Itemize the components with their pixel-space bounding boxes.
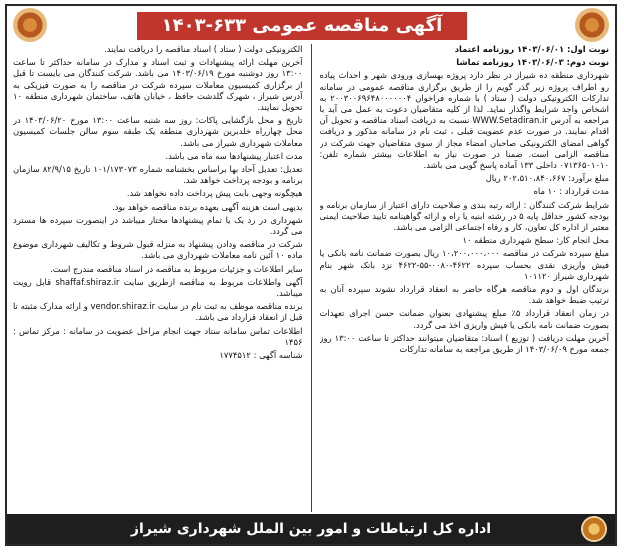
paragraph: تعدیل: تعدیل آحاد بها براساس بخشنامه شماره ۱۰۱/۱۷۳۰۷۳ تاریخ ۸۲/۹/۱۵ سازمان برنامه و بودجه پرداخت خواهد شد. xyxy=(13,164,303,186)
paragraph: مبلغ برآورد: ۲۰۲،۵۱۰،۸۴۰،۶۶۷ ریال xyxy=(485,173,609,184)
paragraph: تاریخ و محل بازگشایی پاکات: روز سه شنبه ساعت ۱۳:۰۰ مورخ ۱۴۰۳/۰۶/۲۰ در محل چهارراه خلدبرین شهرداری منطقه یک طبقه سوم سالن جلسات کمیسیون معاملات شهرداری شیراز می باشد. xyxy=(13,115,303,148)
paragraph: نوبت اول: ۱۴۰۳/۰۶/۰۱ روزنامه اعتماد xyxy=(454,44,609,54)
municipality-logo-icon xyxy=(575,8,609,42)
paragraph: شرکت در مناقصه ودادن پیشنهاد به منزله قبول شروط و تکالیف شهرداری موضوع ماده ۱۰ آئین نامه معاملات شهرداری می باشد. xyxy=(13,239,303,261)
paragraph: آگهی واطلاعات مربوط به مناقصه ازطریق سایت shaffaf.shiraz.ir قابل رویت میباشد. xyxy=(13,276,303,299)
paragraph: هیچگونه وجهی بابت پیش پرداخت داده نخواهد شد. xyxy=(126,188,303,199)
left-column xyxy=(13,44,303,512)
paragraph: مدت اعتبار پیشنهادها سه ماه می باشد. xyxy=(165,150,303,161)
paragraph: شهرداری در رد یک یا تمام پیشنهادها مختار میباشد در اینصورت سپرده ها مسترد می گردد. xyxy=(13,214,303,237)
paragraph: برنده مناقصه موظف به ثبت نام در سایت vendor.shiraz.ir و ارائه مدارک مثبته تا قبل از انعقاد قرارداد می باشد. xyxy=(13,301,303,323)
municipality-emblem-icon xyxy=(581,516,607,542)
paragraph: شناسه آگهی : ۱۷۷۴۵۱۲ xyxy=(219,350,303,361)
notice-footer xyxy=(7,514,615,544)
municipality-logo-icon xyxy=(13,8,47,42)
paragraph: مدت قرارداد : ۱۰ ماه xyxy=(533,186,609,197)
paragraph: آخرین مهلت دریافت ( توزیع ) اسناد: متقاضیان میتوانند حداکثر تا ساعت ۱۳:۰۰ روز جمعه مورخ ۱۴۰۳/۰۶/۰۹ از طریق مراجعه به سامانه تدارکات xyxy=(319,332,609,355)
paragraph: محل انجام کار: سطح شهرداری منطقه ۱۰ xyxy=(462,235,609,246)
notice-body xyxy=(13,44,609,512)
paragraph: بدیهی است هزینه آگهی بعهده برنده مناقصه خواهد بود. xyxy=(112,201,303,212)
notice-header xyxy=(7,6,615,46)
paragraph: اطلاعات تماس سامانه ستاد جهت انجام مراحل عضویت در سامانه : مرکز تماس : ۱۴۵۶ xyxy=(13,325,303,347)
footer-text: اداره کل ارتباطات و امور بین الملل شهرداری شیراز xyxy=(130,521,492,537)
right-column xyxy=(320,44,610,512)
paragraph: در زمان انعقاد قرارداد ۵٪ مبلغ پیشنهادی بعنوان ضمانت حسن اجرای تعهدات بصورت ضمانت نامه بانکی یا فیش واریزی اخذ می گردد. xyxy=(319,308,609,330)
paragraph: نوبت دوم: ۱۴۰۳/۰۶/۰۳ روزنامه تماشا xyxy=(456,57,609,68)
paragraph: سایر اطلاعات و جزئیات مربوط به مناقصه در اسناد مناقصه مندرج است. xyxy=(50,263,303,274)
column-divider xyxy=(311,44,312,512)
notice-title: آگهی مناقصه عمومی ۶۳۳-۱۴۰۳ xyxy=(137,12,467,40)
paragraph: آخرین مهلت ارائه پیشنهادات و ثبت اسناد و مدارک در سامانه حداکثر تا ساعت ۱۳:۰۰ روز دوشنبه مورخ ۱۴۰۳/۰۶/۱۹ می باشد. شرکت کنندگان می بایست تا قبل از برگزاری کمیسیون معاملات سپرده شرکت در مناقصه را به صورت فیزیکی به آدرس شیراز ، شهرک گلدشت حافظ ، خیابان هاتف، ساختمان شهرداری منطقه ۱۰ تحویل نمایند. xyxy=(13,57,303,113)
paragraph: الکترونیکی دولت ( ستاد ) اسناد مناقصه را دریافت نمایند. xyxy=(104,44,303,54)
paragraph: شرایط شرکت کنندگان : ارائه رتبه بندی و صلاحیت دارای اعتبار از سازمان برنامه و بودجه کشور حداقل پایه ۵ در رشته ابنیه یا راه و ارائه گواهینامه تایید صلاحیت ایمنی معتبر از اداره کل تعاون، کار و رفاه اجتماعی الزامی می باشد. xyxy=(319,199,609,233)
paragraph: برندگان اول و دوم مناقصه هرگاه حاضر به انعقاد قرارداد نشوند سپرده آنان به ترتیب ضبط خواهد شد. xyxy=(319,284,609,306)
paragraph: مبلغ سپرده شرکت در مناقصه ۱۰،۲۰۰،۰۰۰،۰۰۰ ریال بصورت ضمانت نامه بانکی یا فیش واریزی نقدی بحساب سپرده ۴۶۲۲-۰۰۸۰-۵۵-۴۶۲۲ نزد بانک شهر بنام شهرداری شیراز ۱۰۱۱۲۰ xyxy=(319,248,609,281)
paragraph: شهرداری منطقه ده شیراز در نظر دارد پروژه بهسازی ورودی شهر و احداث پیاده رو اطراف پروژه زیر گذر گویم را از طریق برگزاری مناقصه عمومی در سامانه تدارکات الکترونیکی دولت ( ستاد ) با شماره فراخوان ۲۰۰۳۰۰۶۹۶۴۸۰۰۰۰۰۰۴ به اشخاص واجد شرایط واگذار نماید. لذا از کلیه متقاضیان دعوت به عمل می آید با مراجعه به آدرس WWW.Setadiran.ir نسبت به دریافت اسناد مناقصه و تحویل آن اقدام نمایند. در صورت عدم عضویت قبلی ، ثبت نام در سامانه مذکور و دریافت گواهی امضای الکترونیکی صاحبان امضاء مجاز از سوی متقاضیان جهت شرکت در مناقصه الزامی است. ضمنا در صورت نیاز به اطلاعات بیشتر شماره تلفن: ۰۷۱۳۶۵۰۱۰۱۰ داخلی ۱۳۳ آماده پاسخ گویی می باشد. xyxy=(319,70,609,171)
notice-frame xyxy=(5,4,617,546)
